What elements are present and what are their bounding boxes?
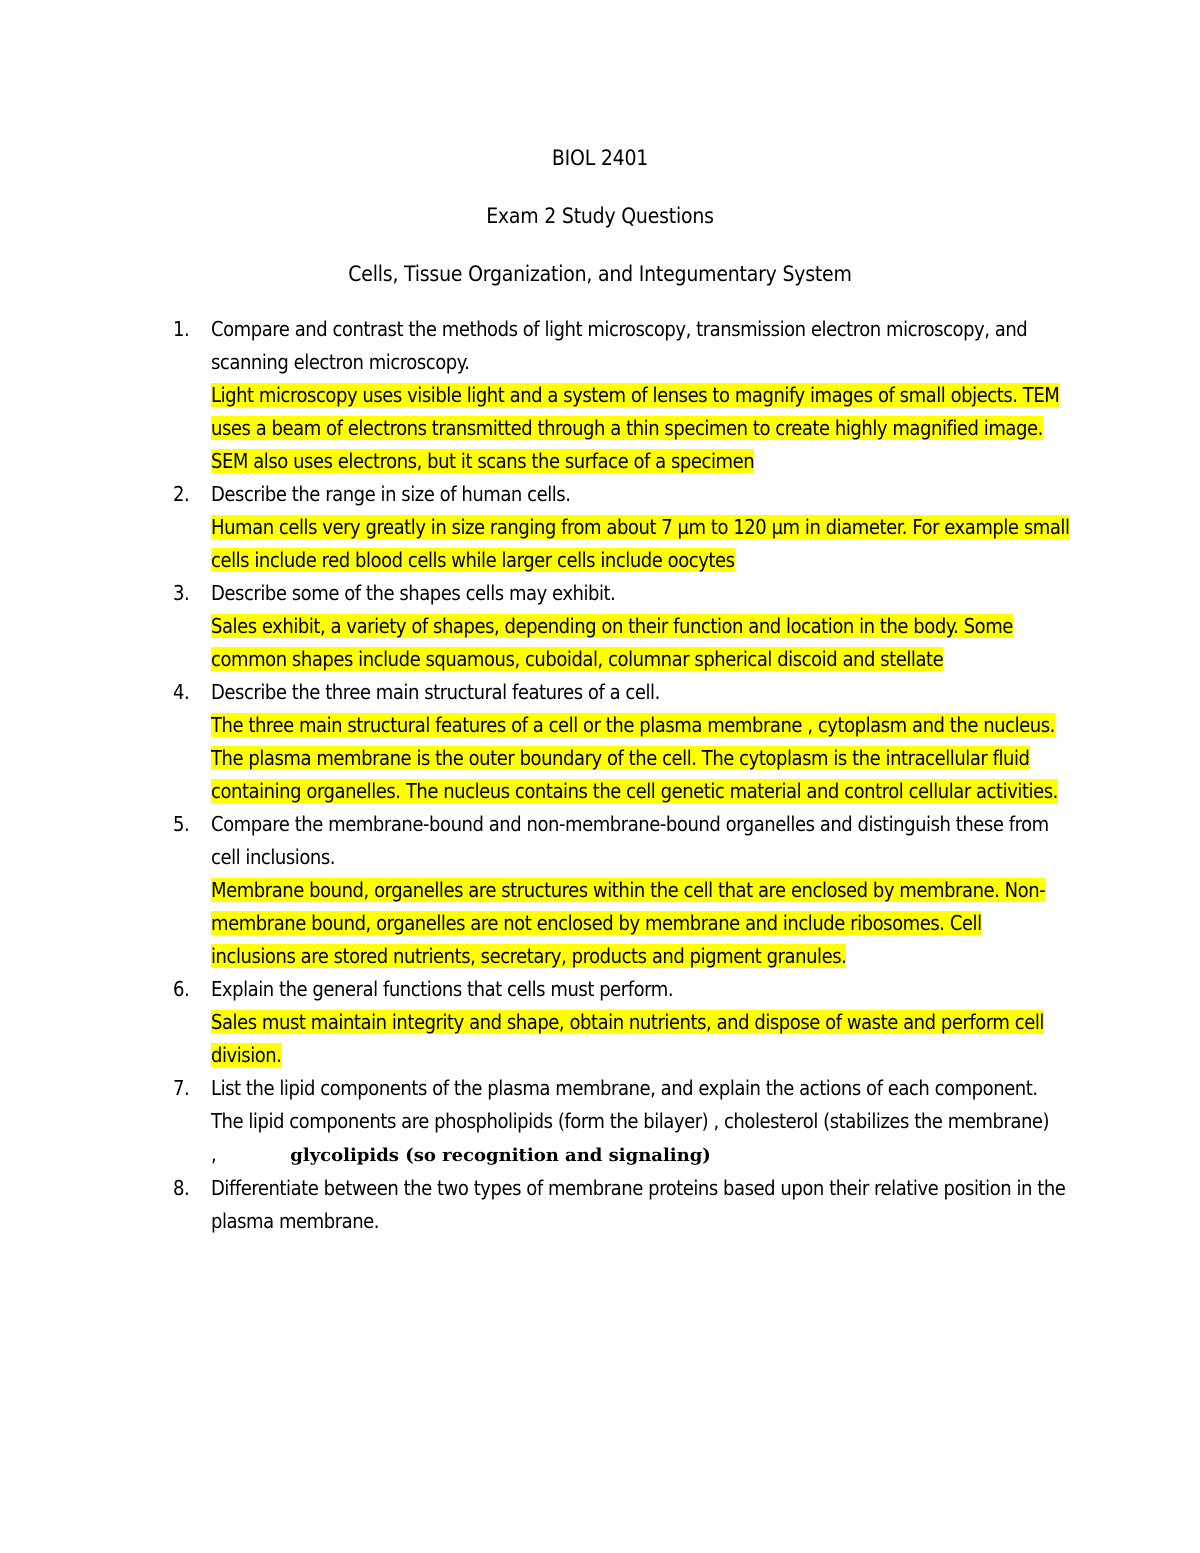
question-number: 7. <box>173 1076 190 1100</box>
question-text: Explain the general functions that cells must perform. <box>211 977 674 1001</box>
highlighted-answer: Sales must maintain integrity and shape, obtain nutrients, and dispose of waste and perform cell division. <box>211 1010 1044 1067</box>
question-text: Describe the three main structural features of a cell. <box>211 680 660 704</box>
highlighted-answer: The three main structural features of a cell or the plasma membrane , cytoplasm and the nucleus. The plasma membrane is the outer boundary of the cell. The cytoplasm is the intracellular fluid containing organelles. The nucleus contains the cell genetic material and control cellular activities. <box>211 713 1058 803</box>
question-item-3 <box>0 577 1071 676</box>
question-item-2 <box>0 478 1071 577</box>
document-title: Exam 2 Study Questions <box>486 204 714 228</box>
question-number: 5. <box>173 812 190 836</box>
question-item-4 <box>0 676 1071 808</box>
highlighted-answer: Light microscopy uses visible light and a system of lenses to magnify images of small objects. TEM uses a beam of electrons transmitted through a thin specimen to create highly magnified image. SEM also uses electrons, but it scans the surface of a specimen <box>211 383 1060 473</box>
question-list <box>0 313 1200 1238</box>
question-item-6 <box>0 973 1071 1072</box>
question-text: Differentiate between the two types of membrane proteins based upon their relative position in the plasma membrane. <box>211 1176 1066 1233</box>
question-number: 6. <box>173 977 190 1001</box>
question-item-8 <box>0 1172 1071 1238</box>
question-number: 2. <box>173 482 190 506</box>
highlighted-answer: Membrane bound, organelles are structures within the cell that are enclosed by membrane. Non-membrane bound, organelles are not enclosed by membrane and include ribosomes. Cell inclusions are stored nutrients, secretary, products and pigment granules. <box>211 878 1046 968</box>
question-text: Describe the range in size of human cells. <box>211 482 571 506</box>
answer-block <box>211 1006 1071 1072</box>
highlighted-answer: Sales exhibit, a variety of shapes, depending on their function and location in the body. Some common shapes include squamous, cuboidal, columnar spherical discoid and stellate <box>211 614 1013 671</box>
question-text: Describe some of the shapes cells may exhibit. <box>211 581 616 605</box>
answer-block <box>211 874 1071 973</box>
question-number: 4. <box>173 680 190 704</box>
answer-text-serif: glycolipids (so recognition and signaling) <box>290 1145 711 1166</box>
document-subtitle: Cells, Tissue Organization, and Integumentary System <box>348 262 852 286</box>
question-number: 1. <box>173 317 190 341</box>
answer-block <box>211 379 1071 478</box>
question-item-7 <box>0 1072 1071 1172</box>
answer-block <box>211 610 1071 676</box>
question-text: Compare and contrast the methods of light microscopy, transmission electron microscopy, and scanning electron microscopy. <box>211 317 1028 374</box>
answer-text: The lipid components are phospholipids (form the bilayer) , cholesterol (stabilizes the membrane) , <box>211 1109 1050 1166</box>
question-text: Compare the membrane-bound and non-membrane-bound organelles and distinguish these from cell inclusions. <box>211 812 1049 869</box>
answer-block <box>211 1105 1071 1172</box>
question-text: List the lipid components of the plasma membrane, and explain the actions of each component. <box>211 1076 1038 1100</box>
question-item-1 <box>0 313 1071 478</box>
highlighted-answer: Human cells very greatly in size ranging from about 7 µm to 120 µm in diameter. For example small cells include red blood cells while larger cells include oocytes <box>211 515 1070 572</box>
question-item-5 <box>0 808 1071 973</box>
question-number: 8. <box>173 1176 190 1200</box>
answer-block <box>211 511 1071 577</box>
answer-block <box>211 709 1071 808</box>
question-number: 3. <box>173 581 190 605</box>
course-code: BIOL 2401 <box>551 146 649 170</box>
